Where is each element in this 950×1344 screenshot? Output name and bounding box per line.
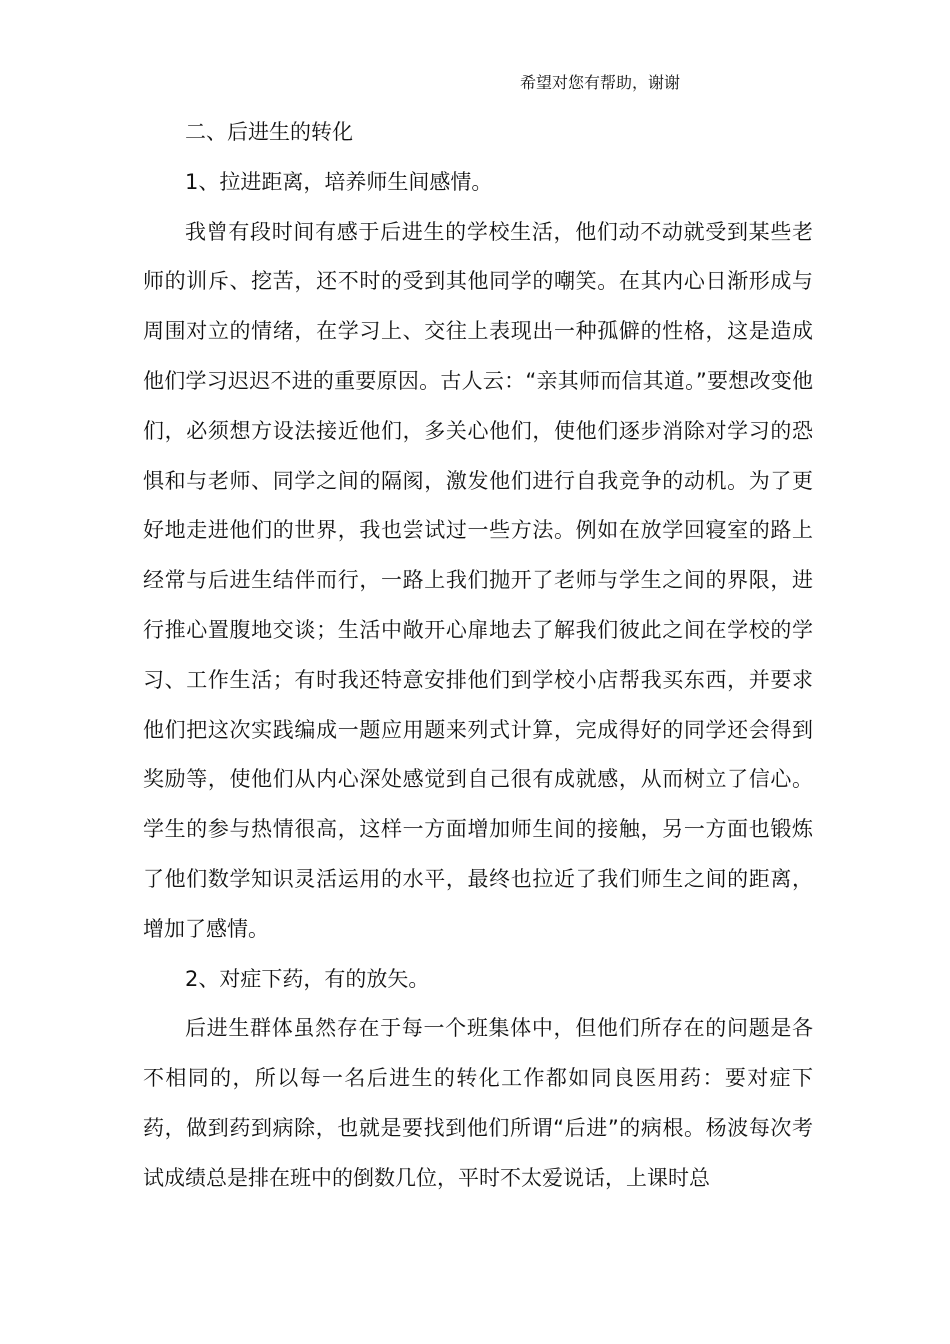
point1-heading: 1、拉进距离，培养师生间感情。 xyxy=(185,169,493,194)
document-body xyxy=(143,108,813,1204)
point2-paragraph: 后进生群体虽然存在于每一个班集体中，但他们所存在的问题是各不相同的，所以每一名后进生的转化工作都如同良医用药：要对症下药，做到药到病除，也就是要找到他们所谓“后进”的病根。杨波每次考试成绩总是排在班中的倒数几位，平时不太爱说话，上课时总 xyxy=(143,1016,813,1190)
point1-paragraph: 我曾有段时间有感于后进生的学校生活，他们动不动就受到某些老师的训斥、挖苦，还不时的受到其他同学的嘲笑。在其内心日渐形成与周围对立的情绪，在学习上、交往上表现出一种孤僻的性格，这是造成他们学习迟迟不进的重要原因。古人云：“亲其师而信其道。”要想改变他们，必须想方设法接近他们，多关心他们，使他们逐步消除对学习的恐惧和与老师、同学之间的隔阂，激发他们进行自我竞争的动机。为了更好地走进他们的世界，我也尝试过一些方法。例如在放学回寝室的路上经常与后进生结伴而行，一路上我们抛开了老师与学生之间的界限，进行推心置腹地交谈；生活中敞开心扉地去了解我们彼此之间在学校的学习、工作生活；有时我还特意安排他们到学校小店帮我买东西，并要求他们把这次实践编成一题应用题来列式计算，完成得好的同学还会得到奖励等，使他们从内心深处感觉到自己很有成就感，从而树立了信心。学生的参与热情很高，这样一方面增加师生间的接触，另一方面也锻炼了他们数学知识灵活运用的水平，最终也拉近了我们师生之间的距离，增加了感情。 xyxy=(143,219,813,941)
section-heading: 二、后进生的转化 xyxy=(185,120,353,144)
point2-heading: 2、对症下药，有的放矢。 xyxy=(185,966,430,991)
header-note: 希望对您有帮助，谢谢 xyxy=(520,73,681,92)
